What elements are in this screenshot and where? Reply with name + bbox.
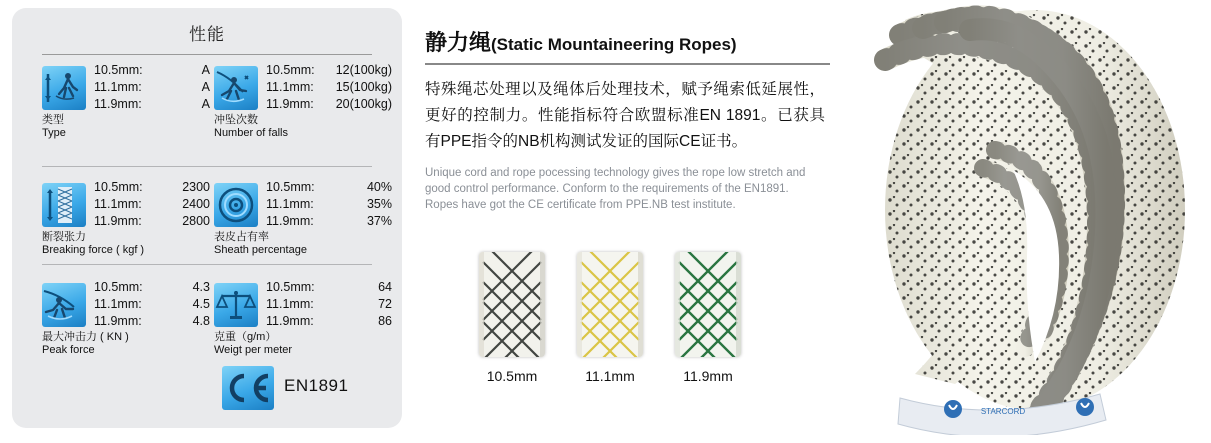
rope-sample-image bbox=[577, 252, 643, 357]
row-label: 10.5mm: bbox=[94, 280, 143, 294]
caption-en: Number of falls bbox=[214, 127, 288, 139]
caption-cn: 表皮占有率 bbox=[214, 231, 269, 243]
spec-block-breaking-force bbox=[42, 180, 210, 256]
spec-caption-number-of-falls bbox=[214, 114, 288, 140]
row-value: A bbox=[201, 63, 210, 77]
row-value: 4.5 bbox=[192, 297, 210, 311]
row-label: 11.1mm: bbox=[94, 80, 142, 94]
row-value: 2400 bbox=[182, 197, 210, 211]
spec-rows-sheath-percentage bbox=[266, 179, 392, 230]
swatch-11-1mm bbox=[577, 252, 643, 384]
caption-en: Sheath percentage bbox=[214, 244, 307, 256]
row-label: 10.5mm: bbox=[266, 63, 315, 77]
row-value: 4.8 bbox=[192, 314, 210, 328]
spec-rows-number-of-falls bbox=[266, 62, 392, 113]
caption-cn: 冲坠次数 bbox=[214, 114, 258, 126]
row-value: 15(100kg) bbox=[335, 80, 392, 94]
breaking-force-icon bbox=[42, 183, 86, 227]
description-cn: 特殊绳芯处理以及绳体后处理技术，赋予绳索低延展性，更好的控制力。性能指标符合欧盟标准EN 1891。已获具有PPE指令的NB机构测试发证的国际CE证书。 bbox=[425, 81, 825, 150]
performance-spec-panel bbox=[12, 8, 402, 428]
row-label: 10.5mm: bbox=[266, 180, 315, 194]
row-label: 11.1mm: bbox=[266, 297, 314, 311]
spec-rows-breaking-force bbox=[94, 179, 210, 230]
row-value: 35% bbox=[366, 197, 392, 211]
spec-caption-weight-per-meter bbox=[214, 331, 292, 357]
row-label: 11.1mm: bbox=[94, 297, 142, 311]
swatch-11-9mm bbox=[675, 252, 741, 384]
row-value: 40% bbox=[366, 180, 392, 194]
row-value: 64 bbox=[378, 280, 392, 294]
row-label: 10.5mm: bbox=[266, 280, 315, 294]
spec-block-type bbox=[42, 63, 210, 139]
row-label: 11.9mm: bbox=[94, 97, 142, 111]
row-label: 10.5mm: bbox=[94, 180, 143, 194]
swatch-label: 11.1mm bbox=[585, 368, 635, 384]
spec-rows-weight-per-meter bbox=[266, 279, 392, 330]
spec-rows-type bbox=[94, 62, 210, 113]
caption-en: Breaking force ( kgf ) bbox=[42, 244, 145, 256]
row-value: 20(100kg) bbox=[335, 97, 392, 111]
headline-divider bbox=[425, 63, 830, 65]
row-value: 37% bbox=[366, 214, 392, 228]
certification-block bbox=[222, 366, 349, 410]
product-title-cn: 静力绳 bbox=[425, 30, 492, 55]
section-divider bbox=[42, 166, 372, 167]
swatch-label: 11.9mm bbox=[683, 368, 733, 384]
product-title-en: (Static Mountaineering Ropes) bbox=[491, 35, 737, 54]
page-title: 性能 bbox=[189, 25, 225, 44]
svg-text:STARCORD: STARCORD bbox=[980, 407, 1026, 416]
row-value: 4.3 bbox=[192, 280, 210, 294]
product-description bbox=[425, 26, 845, 213]
row-label: 11.1mm: bbox=[94, 197, 142, 211]
weight-scale-icon bbox=[214, 283, 258, 327]
swatch-10-5mm bbox=[479, 252, 545, 384]
row-label: 11.9mm: bbox=[266, 97, 314, 111]
row-value: 72 bbox=[378, 297, 392, 311]
coiled-static-rope-photo bbox=[845, 0, 1211, 443]
spec-block-peak-force bbox=[42, 280, 210, 356]
row-value: A bbox=[201, 80, 210, 94]
peak-force-icon bbox=[42, 283, 86, 327]
row-label: 11.1mm: bbox=[266, 197, 314, 211]
caption-cn: 最大冲击力 ( KN ) bbox=[42, 331, 129, 343]
description-en: Unique cord and rope pocessing technology gives the rope low stretch and good control performance. Conform to the requirements of the EN1891. Ropes have got the CE certificate from PPE.NB test institute. bbox=[425, 167, 806, 211]
spec-caption-peak-force bbox=[42, 331, 129, 357]
row-label: 11.9mm: bbox=[94, 314, 142, 328]
spec-caption-sheath-percentage bbox=[214, 231, 307, 257]
spec-block-number-of-falls bbox=[214, 63, 392, 139]
swatch-label: 10.5mm bbox=[486, 368, 538, 384]
caption-en: Peak force bbox=[42, 344, 95, 356]
spec-caption-breaking-force bbox=[42, 231, 144, 257]
caption-en: Type bbox=[42, 127, 66, 139]
spec-block-weight-per-meter bbox=[214, 280, 392, 356]
ce-mark-icon bbox=[222, 366, 274, 410]
caption-cn: 类型 bbox=[42, 114, 64, 126]
number-of-falls-icon bbox=[214, 66, 258, 110]
title-divider bbox=[42, 54, 372, 55]
caption-cn: 断裂张力 bbox=[42, 231, 86, 243]
falling-person-icon bbox=[42, 66, 86, 110]
row-label: 11.9mm: bbox=[266, 314, 314, 328]
sheath-percentage-icon bbox=[214, 183, 258, 227]
certification-standard-label: EN1891 bbox=[284, 376, 349, 395]
caption-en: Weigt per meter bbox=[214, 344, 293, 356]
row-value: 2300 bbox=[182, 180, 210, 194]
row-label: 11.1mm: bbox=[266, 80, 314, 94]
spec-block-sheath-percentage bbox=[214, 180, 392, 256]
row-value: 2800 bbox=[182, 214, 210, 228]
row-label: 11.9mm: bbox=[266, 214, 314, 228]
spec-rows-peak-force bbox=[94, 279, 210, 330]
row-value: A bbox=[201, 97, 210, 111]
row-value: 86 bbox=[378, 314, 392, 328]
spec-caption-type bbox=[42, 114, 66, 140]
bottom-strip bbox=[0, 435, 1211, 443]
row-label: 10.5mm: bbox=[94, 63, 143, 77]
product-headline bbox=[425, 26, 845, 57]
row-value: 12(100kg) bbox=[335, 63, 392, 77]
section-divider bbox=[42, 264, 372, 265]
row-label: 11.9mm: bbox=[94, 214, 142, 228]
caption-cn: 克重（g/m） bbox=[214, 331, 277, 343]
rope-sample-image bbox=[675, 252, 741, 357]
rope-sample-image bbox=[479, 252, 545, 357]
